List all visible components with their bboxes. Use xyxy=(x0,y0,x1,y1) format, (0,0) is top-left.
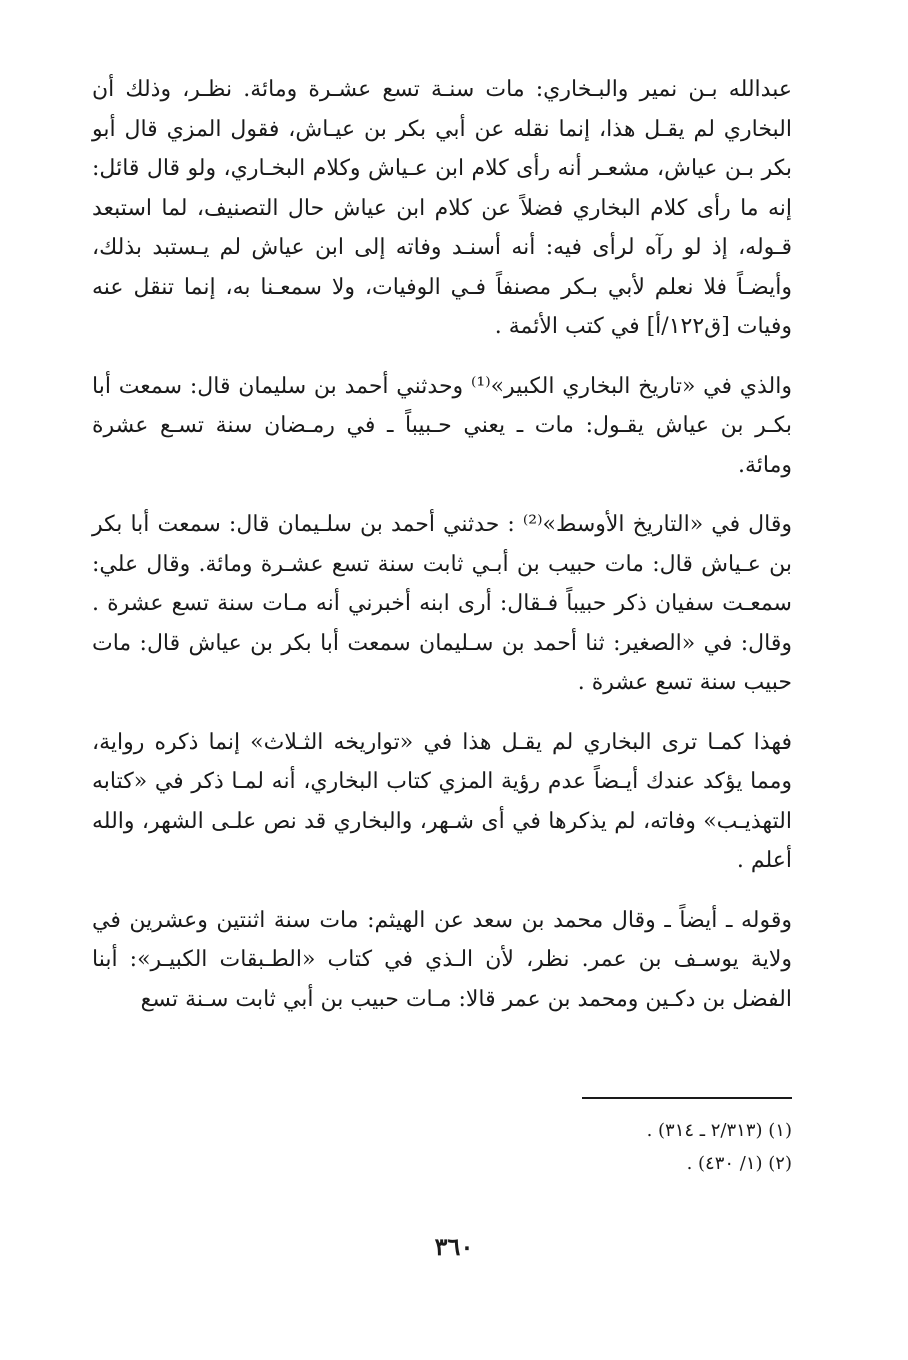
paragraph-1: عبدالله بـن نمير والبـخاري: مات سنـة تسع عشـرة ومائة. نظـر، وذلك أن البخاري لم يقـل هذا، إنما نقله عن أبي بكر بن عيـاش، فقول المزي قال أبو بكر بـن عياش، مشعـر أنه رأى كلام ابن عـياش وكلام البخـاري، ولو قال قائل: إنه ما رأى كلام البخاري فضلاً عن كلام ابن عياش حال التصنيف، لما استبعد قـوله، إذ لو رآه لرأى فيه: أنه أسنـد وفاته إلى ابن عياش لم يـستبد بذلك، وأيضـاً فلا نعلم لأبي بـكر مصنفاً فـي الوفيات، ولا سمعـنا به، إنما تنقل عنه وفيات [ق١٢٢/أ] في كتب الأئمة . xyxy=(92,77,792,339)
footnote-divider xyxy=(582,1097,792,1099)
footnote-1: (١) (٢/٣١٣ ـ ٣١٤) . xyxy=(646,1120,792,1141)
paragraph-3: وقال في «التاريخ الأوسط»⁽²⁾ : حدثني أحمد بن سلـيمان قال: سمعت أبا بكر بن عـياش قال: مات حبيب بن أبـي ثابت سنة تسع عشـرة ومائة. وقال علي: سمعـت سفيان ذكر حبيباً فـقال: أرى ابنه أخبرني أنه مـات سنة تسع عشرة . وقال: في «الصغير: ثنا أحمد بن سـليمان سمعت أبا بكر بن عياش قال: مات حبيب سنة تسع عشرة . xyxy=(92,512,792,695)
paragraph-2: والذي في «تاريخ البخاري الكبير»⁽¹⁾ وحدثني أحمد بن سليمان قال: سمعت أبا بكـر بن عياش يقـول: مات ـ يعني حـبيباً ـ في رمـضان سنة تسـع عشرة ومائة. xyxy=(92,373,793,478)
footnote-2: (٢) (١/ ٤٣٠) . xyxy=(686,1153,792,1174)
paragraph-4: فهذا كمـا ترى البخاري لم يقـل هذا في «تواريخه الثـلاث» إنما ذكره رواية، ومما يؤكد عندك أيـضاً عدم رؤية المزي كتاب البخاري، أنه لمـا ذكر في «كتابه التهذيـب» وفاته، لم يذكرها في أى شـهر، والبخاري قد نص علـى الشهر، والله أعلم . xyxy=(92,729,792,873)
footnotes xyxy=(480,1114,792,1180)
paragraph-5: وقوله ـ أيضاً ـ وقال محمد بن سعد عن الهيثم: مات سنة اثنتين وعشرين في ولاية يوسـف بن عمر. نظر، لأن الـذي في كتاب «الطـبقات الكبيـر»: أبنا الفضل بن دكـين ومحمد بن عمر قالا: مـات حبيب بن أبي ثابت سـنة تسع xyxy=(92,907,792,1012)
page-number: ٣٦٠ xyxy=(434,1232,474,1261)
main-text xyxy=(92,70,792,1039)
